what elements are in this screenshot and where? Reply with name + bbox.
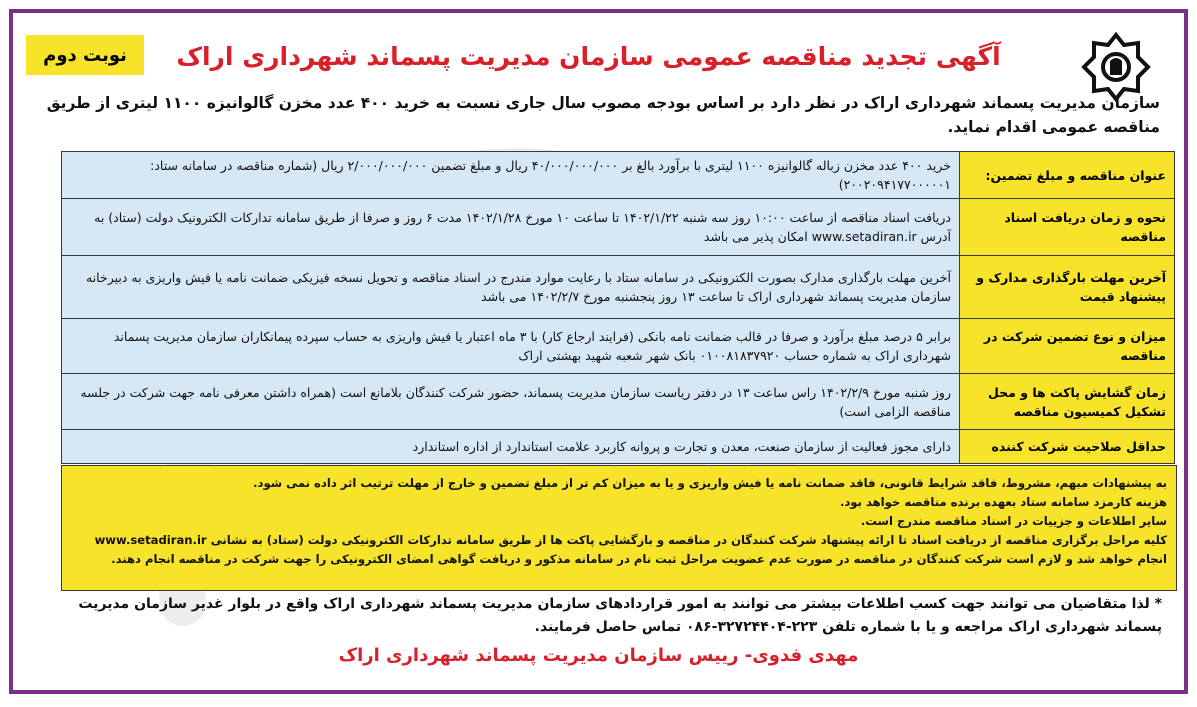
table-row: [62, 199, 1175, 256]
page-title: آگهی تجدید مناقصه عمومی سازمان مدیریت پسماند شهرداری اراک: [176, 42, 1001, 71]
notes-box: [61, 465, 1177, 591]
tender-details-table: [61, 151, 1175, 464]
row-label: نحوه و زمان دریافت اسناد مناقصه: [960, 199, 1175, 256]
note-line: سایر اطلاعات و جزییات در اسناد مناقصه مندرج است.: [860, 514, 1167, 528]
table-row: [62, 152, 1175, 199]
row-value: دارای مجوز فعالیت از سازمان صنعت، معدن و تجارت و پروانه کاربرد علامت استاندارد از اداره استاندارد: [62, 430, 960, 464]
intro-paragraph: سازمان مدیریت پسماند شهرداری اراک در نظر دارد بر اساس بودجه مصوب سال جاری نسبت به خرید ۴۰۰ عدد مخزن گالوانیزه ۱۱۰۰ لیتری از طریق مناقصه عمومی اقدام نماید.: [46, 94, 1160, 136]
row-label: زمان گشایش پاکت ها و محل تشکیل کمیسیون مناقصه: [960, 374, 1175, 430]
table-row: [62, 319, 1175, 374]
row-label: آخرین مهلت بارگذاری مدارک و پیشنهاد قیمت: [960, 256, 1175, 319]
note-line: به پیشنهادات مبهم، مشروط، فاقد شرایط قانونی، فاقد ضمانت نامه یا فیش واریزی و یا به میزان کم تر از مبلغ تضمین و خارج از مهلت ترتیب اثر داده نمی شود.: [253, 476, 1167, 490]
row-value: برابر ۵ درصد مبلغ برآورد و صرفا در قالب ضمانت نامه بانکی (فرایند ارجاع کار) با ۳ ماه اعتبار یا فیش واریزی به حساب سپرده پیمانکاران سازمان مدیریت پسماند شهرداری اراک به شماره حساب ۰۱۰۰۸۱۸۳۷۹۲۰ بانک شهر شعبه شهید بهشتی اراک: [62, 319, 960, 374]
ad-frame: [9, 9, 1188, 694]
row-value: خرید ۴۰۰ عدد مخزن زباله گالوانیزه ۱۱۰۰ لیتری با برآورد بالغ بر ۴۰/۰۰۰/۰۰۰/۰۰۰ ریال و مبلغ تضمین ۲/۰۰۰/۰۰۰/۰۰۰ ریال (شماره مناقصه در سامانه ستاد: ۲۰۰۲۰۹۴۱۷۷۰۰۰۰۰۱): [62, 152, 960, 199]
table-row: [62, 374, 1175, 430]
note-line: هزینه کارمزد سامانه ستاد بعهده برنده مناقصه خواهد بود.: [839, 495, 1167, 509]
row-value: آخرین مهلت بارگذاری مدارک بصورت الکترونیکی در سامانه ستاد با رعایت موارد مندرج در اسناد مناقصه و تحویل نسخه فیزیکی ضمانت نامه یا فیش واریزی به دبیرخانه سازمان مدیریت پسماند شهرداری اراک تا ساعت ۱۳ روز پنجشنبه مورخ ۱۴۰۲/۲/۷ می باشد: [62, 256, 960, 319]
signature-line: مهدی فدوی- رییس سازمان مدیریت پسماند شهرداری اراک: [338, 645, 859, 666]
row-value: روز شنبه مورخ ۱۴۰۲/۲/۹ راس ساعت ۱۳ در دفتر ریاست سازمان مدیریت پسماند، حضور شرکت کنندگان بلامانع است (همراه داشتن معرفی نامه جهت شرکت در جلسه مناقصه الزامی است): [62, 374, 960, 430]
note-line: کلیه مراحل برگزاری مناقصه از دریافت اسناد تا ارائه پیشنهاد شرکت کنندگان در مناقصه و بازگشایی پاکت ها از طریق سامانه تدارکات الکترونیکی دولت (ستاد) به نشانی www.setadiran.ir انجام خواهد شد و لازم است شرکت کنندگان در مناقصه در صورت عدم عضویت مراحل ثبت نام در سامانه مذکور و دریافت گواهی امضای الکترونیکی را جهت شرکت در مناقصه انجام دهند.: [94, 533, 1167, 566]
row-value: دریافت اسناد مناقصه از ساعت ۱۰:۰۰ روز سه شنبه ۱۴۰۲/۱/۲۲ تا ساعت ۱۰ مورخ ۱۴۰۲/۱/۲۸ مدت ۶ روز و صرفا از طریق سامانه تدارکات الکترونیک دولت (ستاد) به آدرس www.setadiran.ir امکان پذیر می باشد: [62, 199, 960, 256]
row-label: حداقل صلاحیت شرکت کننده: [960, 430, 1175, 464]
row-label: عنوان مناقصه و مبلغ تضمین:: [960, 152, 1175, 199]
row-label: میزان و نوع تضمین شرکت در مناقصه: [960, 319, 1175, 374]
table-row: [62, 256, 1175, 319]
second-publication-badge: نوبت دوم: [26, 35, 144, 75]
table-row: [62, 430, 1175, 464]
contact-paragraph: * لذا متقاضیان می توانند جهت کسب اطلاعات بیشتر می توانند به امور قراردادهای سازمان مدیریت پسماند شهرداری اراک واقع در بلوار غدیر سازمان مدیریت پسماند شهرداری اراک مراجعه و یا با شماره تلفن ۲۲۳-۳۲۷۲۴۴۰۴-۰۸۶ تماس حاصل فرمایند.: [78, 596, 1162, 635]
